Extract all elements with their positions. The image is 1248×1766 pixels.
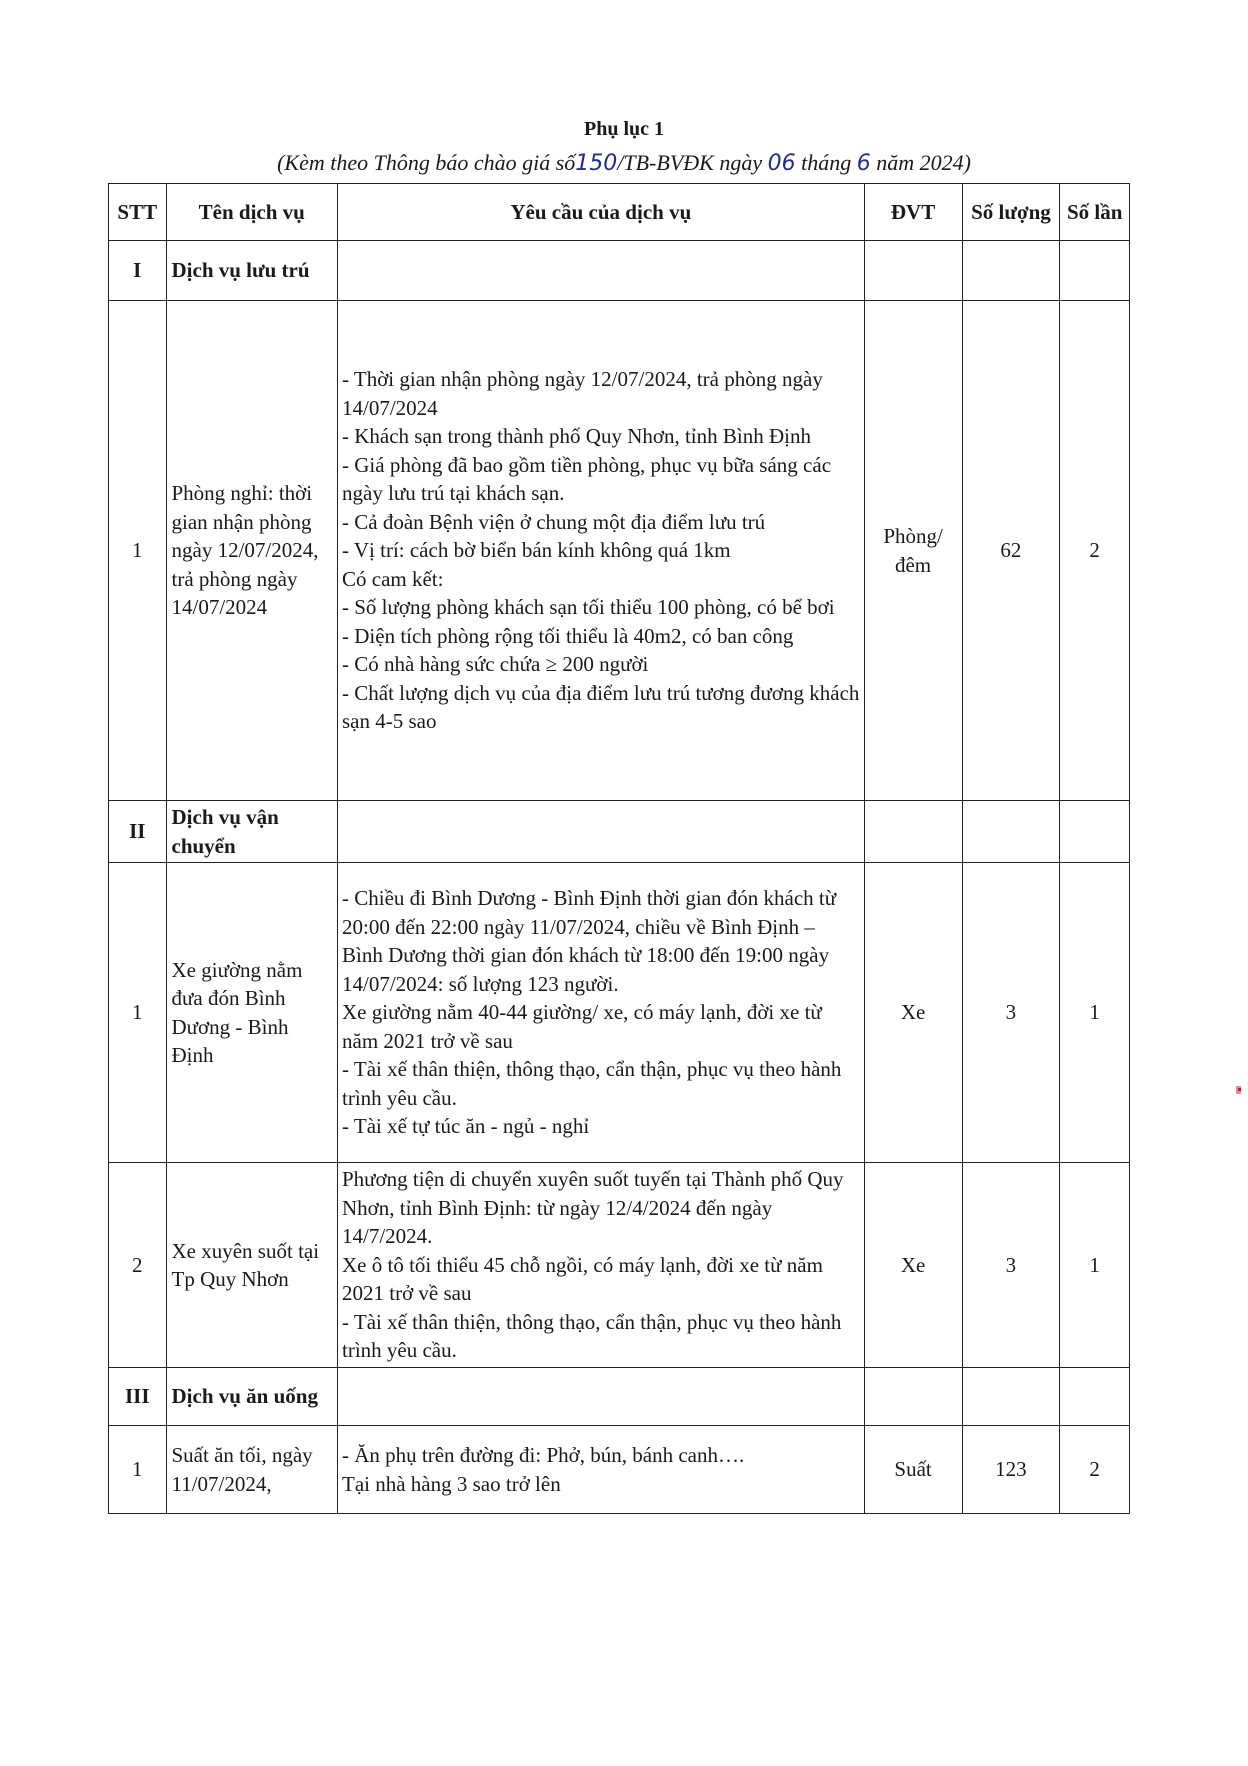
row-requirements: - Ăn phụ trên đường đi: Phở, bún, bánh canh…. Tại nhà hàng 3 sao trở lên	[338, 1426, 865, 1514]
header-service-name: Tên dịch vụ	[166, 184, 338, 241]
section-name: Dịch vụ vận chuyển	[166, 801, 338, 863]
header-requirements: Yêu cầu của dịch vụ	[338, 184, 865, 241]
empty-cell	[864, 1368, 962, 1426]
empty-cell	[338, 801, 865, 863]
header-unit: ĐVT	[864, 184, 962, 241]
table-row	[109, 1426, 1130, 1514]
row-service: Suất ăn tối, ngày 11/07/2024,	[166, 1426, 338, 1514]
section-row	[109, 241, 1130, 301]
row-service: Xe giường nằm đưa đón Bình Dương - Bình Định	[166, 863, 338, 1163]
empty-cell	[1060, 241, 1130, 301]
header-quantity: Số lượng	[962, 184, 1060, 241]
row-service: Xe xuyên suốt tại Tp Quy Nhơn	[166, 1163, 338, 1368]
handwritten-number: 150	[575, 151, 618, 176]
section-row	[109, 1368, 1130, 1426]
empty-cell	[962, 801, 1060, 863]
row-unit: Xe	[864, 1163, 962, 1368]
empty-cell	[962, 241, 1060, 301]
empty-cell	[864, 801, 962, 863]
row-service: Phòng nghỉ: thời gian nhận phòng ngày 12/07/2024, trả phòng ngày 14/07/2024	[166, 301, 338, 801]
row-times: 2	[1060, 1426, 1130, 1514]
row-unit: Phòng/ đêm	[864, 301, 962, 801]
row-quantity: 123	[962, 1426, 1060, 1514]
document-title: Phụ lục 1	[583, 118, 665, 140]
row-times: 2	[1060, 301, 1130, 801]
document-subtitle	[0, 150, 1248, 176]
handwritten-day: 06	[767, 151, 796, 176]
row-requirements: - Chiều đi Bình Dương - Bình Định thời gian đón khách từ 20:00 đến 22:00 ngày 11/07/2024, chiều về Bình Định – Bình Dương thời gian đón khách từ 18:00 đến 19:00 ngày 14/07/2024: số lượng 123 người. Xe giường nằm 40-44 giường/ xe, có máy lạnh, đời xe từ năm 2021 trở về sau - Tài xế thân thiện, thông thạo, cẩn thận, phục vụ theo hành trình yêu cầu. - Tài xế tự túc ăn - ngủ - nghỉ	[338, 863, 865, 1163]
table-row	[109, 301, 1130, 801]
empty-cell	[864, 241, 962, 301]
table-row	[109, 1163, 1130, 1368]
row-stt: 1	[109, 301, 167, 801]
empty-cell	[338, 1368, 865, 1426]
subtitle-mid2: tháng	[801, 150, 852, 175]
subtitle-mid1: /TB-BVĐK ngày	[617, 150, 763, 175]
section-roman: III	[109, 1368, 167, 1426]
empty-cell	[338, 241, 865, 301]
empty-cell	[1060, 801, 1130, 863]
row-quantity: 3	[962, 1163, 1060, 1368]
row-quantity: 62	[962, 301, 1060, 801]
row-requirements: Phương tiện di chuyển xuyên suốt tuyến tại Thành phố Quy Nhơn, tỉnh Bình Định: từ ngày 12/4/2024 đến ngày 14/7/2024. Xe ô tô tối thiểu 45 chỗ ngồi, có máy lạnh, đời xe từ năm 2021 trở về sau - Tài xế thân thiện, thông thạo, cẩn thận, phục vụ theo hành trình yêu cầu.	[338, 1163, 865, 1368]
row-unit: Suất	[864, 1426, 962, 1514]
header-times: Số lần	[1060, 184, 1130, 241]
section-roman: I	[109, 241, 167, 301]
row-unit: Xe	[864, 863, 962, 1163]
row-stt: 2	[109, 1163, 167, 1368]
empty-cell	[962, 1368, 1060, 1426]
section-name: Dịch vụ lưu trú	[166, 241, 338, 301]
empty-cell	[1060, 1368, 1130, 1426]
header-stt: STT	[109, 184, 167, 241]
row-stt: 1	[109, 1426, 167, 1514]
row-requirements: - Thời gian nhận phòng ngày 12/07/2024, trả phòng ngày 14/07/2024 - Khách sạn trong thành phố Quy Nhơn, tỉnh Bình Định - Giá phòng đã bao gồm tiền phòng, phục vụ bữa sáng các ngày lưu trú tại khách sạn. - Cả đoàn Bệnh viện ở chung một địa điểm lưu trú - Vị trí: cách bờ biển bán kính không quá 1km Có cam kết: - Số lượng phòng khách sạn tối thiểu 100 phòng, có bể bơi - Diện tích phòng rộng tối thiểu là 40m2, có ban công - Có nhà hàng sức chứa ≥ 200 người - Chất lượng dịch vụ của địa điểm lưu trú tương đương khách sạn 4-5 sao	[338, 301, 865, 801]
table-row	[109, 863, 1130, 1163]
subtitle-prefix: (Kèm theo Thông báo chào giá số	[277, 150, 576, 175]
row-times: 1	[1060, 863, 1130, 1163]
scan-edge-mark	[1238, 1088, 1241, 1091]
subtitle-suffix: năm 2024)	[876, 150, 971, 175]
row-stt: 1	[109, 863, 167, 1163]
handwritten-month: 6	[856, 151, 871, 176]
row-quantity: 3	[962, 863, 1060, 1163]
table-header-row	[109, 184, 1130, 241]
section-roman: II	[109, 801, 167, 863]
service-table	[108, 183, 1130, 1514]
section-name: Dịch vụ ăn uống	[166, 1368, 338, 1426]
section-row	[109, 801, 1130, 863]
row-times: 1	[1060, 1163, 1130, 1368]
